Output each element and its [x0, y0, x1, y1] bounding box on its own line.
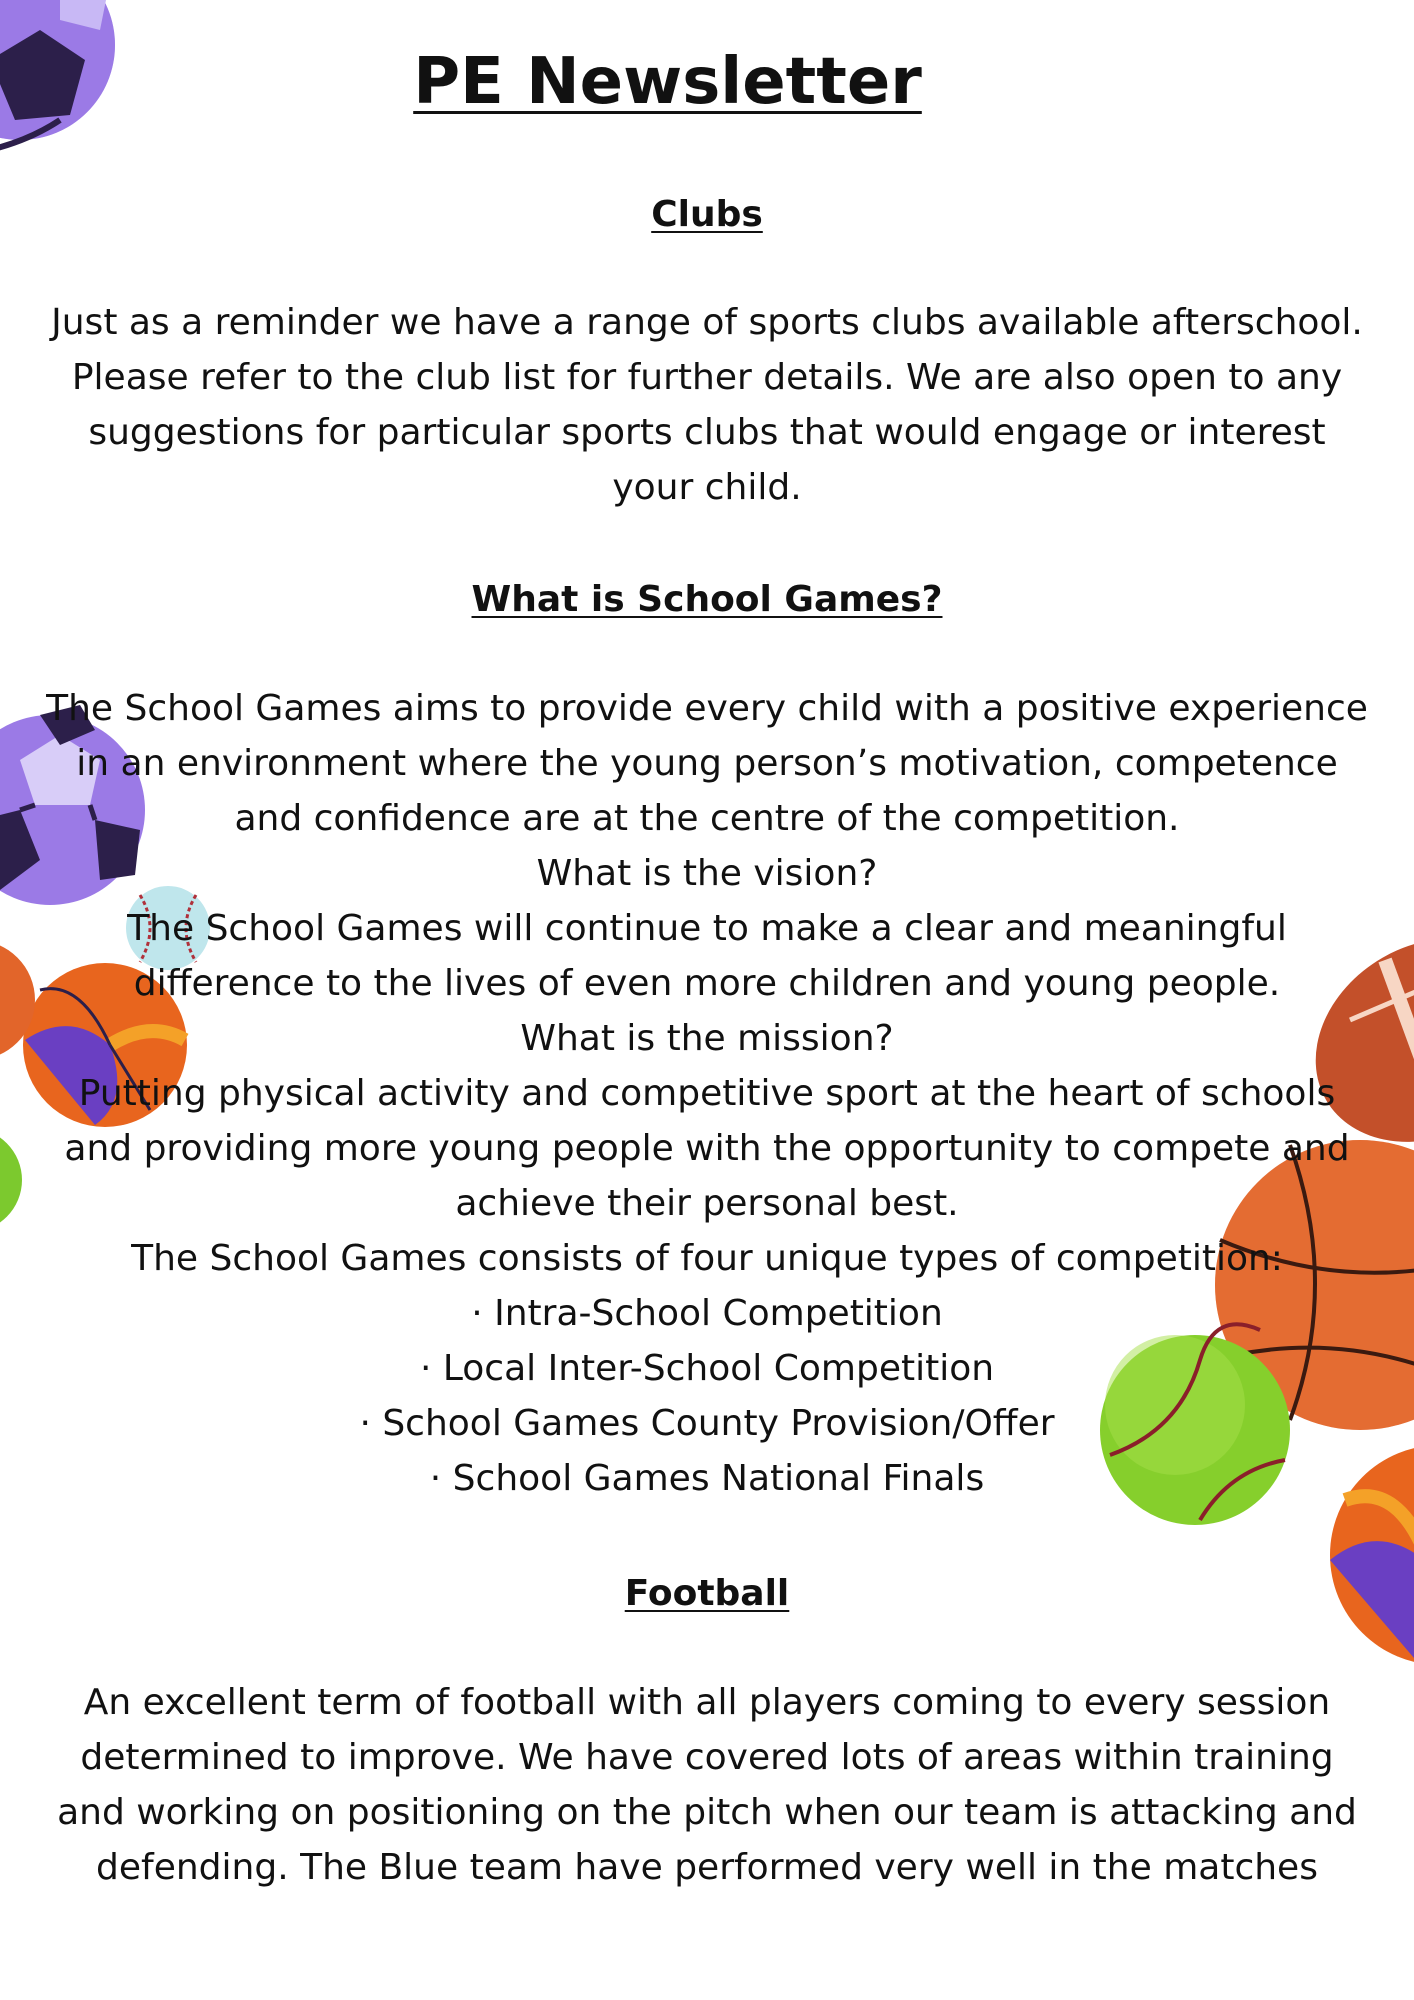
text-line: suggestions for particular sports clubs that would engage or interest: [88, 412, 1326, 453]
text-line: and confidence are at the centre of the competition.: [234, 798, 1180, 839]
page-title: PE Newsletter: [413, 45, 922, 119]
text-line: The School Games will continue to make a clear and meaningful: [127, 908, 1287, 949]
text-line: determined to improve. We have covered lots of areas within training: [80, 1737, 1334, 1778]
text-line: and working on positioning on the pitch when our team is attacking and: [57, 1792, 1357, 1833]
text-line: your child.: [612, 467, 802, 508]
list-item: · Intra-School Competition: [471, 1293, 943, 1334]
football-paragraph: [0, 1675, 1414, 1895]
clubs-paragraph: [0, 295, 1414, 515]
text-line: What is the mission?: [520, 1018, 894, 1059]
text-line: difference to the lives of even more children and young people.: [133, 963, 1281, 1004]
text-line: An excellent term of football with all players coming to every session: [83, 1682, 1331, 1723]
school-games-heading: What is School Games?: [471, 579, 943, 620]
list-item: · School Games County Provision/Offer: [359, 1403, 1055, 1444]
text-line: and providing more young people with the opportunity to compete and: [64, 1128, 1350, 1169]
text-line: The School Games consists of four unique types of competition:: [131, 1238, 1283, 1279]
list-item: · School Games National Finals: [429, 1458, 985, 1499]
text-line: Putting physical activity and competitive sport at the heart of schools: [78, 1073, 1336, 1114]
text-line: defending. The Blue team have performed very well in the matches: [96, 1847, 1318, 1888]
text-line: The School Games aims to provide every child with a positive experience: [46, 688, 1368, 729]
text-line: What is the vision?: [536, 853, 878, 894]
text-line: Please refer to the club list for further details. We are also open to any: [71, 357, 1343, 398]
text-line: in an environment where the young person’s motivation, competence: [76, 743, 1338, 784]
school-games-paragraph: [0, 681, 1414, 1506]
text-line: achieve their personal best.: [455, 1183, 959, 1224]
list-item: · Local Inter-School Competition: [419, 1348, 995, 1389]
football-heading: Football: [624, 1573, 790, 1614]
clubs-heading: Clubs: [651, 194, 763, 235]
text-line: Just as a reminder we have a range of sports clubs available afterschool.: [51, 302, 1363, 343]
